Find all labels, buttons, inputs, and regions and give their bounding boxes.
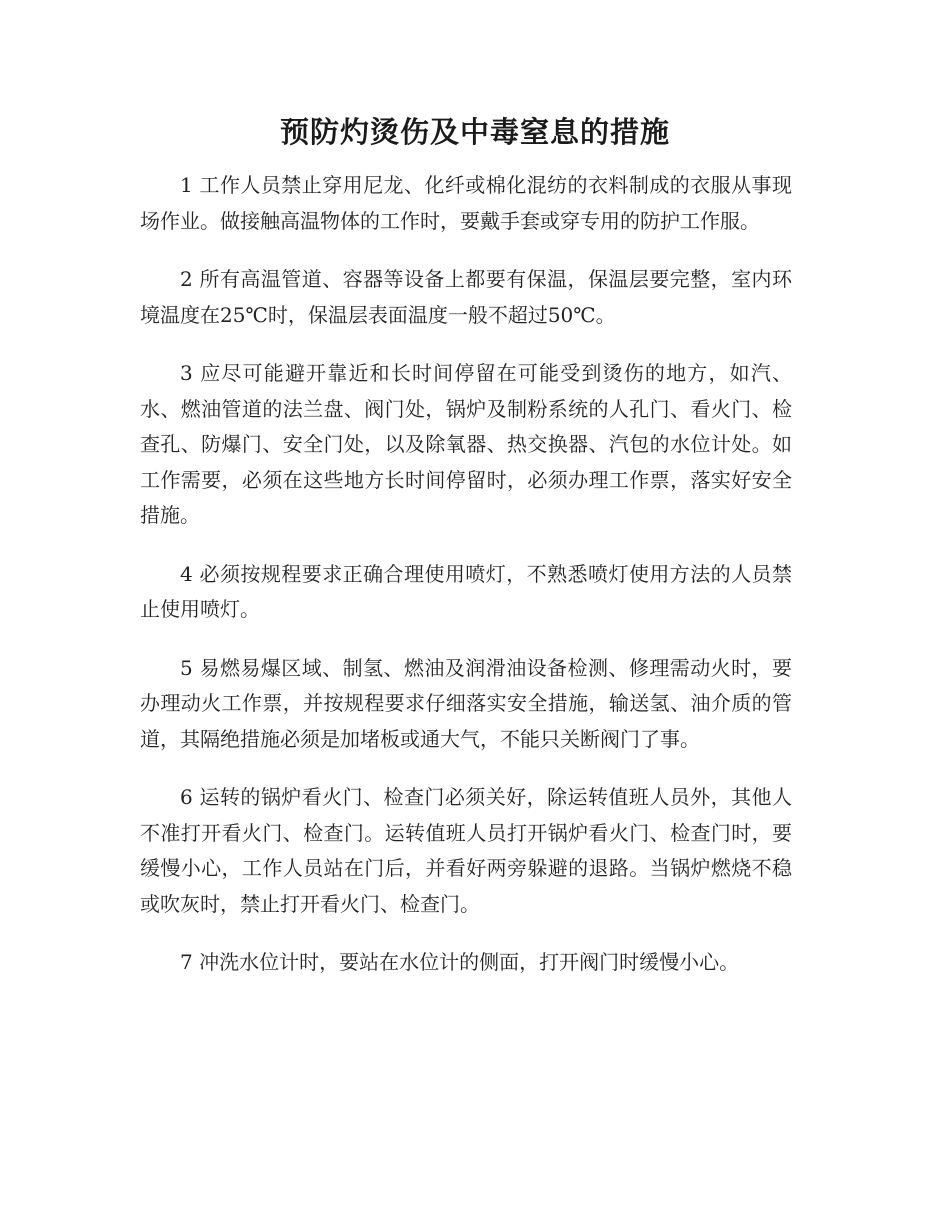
paragraph-1: 1 工作人员禁止穿用尼龙、化纤或棉化混纺的衣料制成的衣服从事现场作业。做接触高温物体的工作时，要戴手套或穿专用的防护工作服。 [140, 173, 792, 233]
paragraph-5: 5 易燃易爆区域、制氢、燃油及润滑油设备检测、修理需动火时，要办理动火工作票，并按规程要求仔细落实安全措施，输送氢、油介质的管道，其隔绝措施必须是加堵板或通大气，不能只关断阀门了事。 [140, 655, 792, 751]
paragraph-2: 2 所有高温管道、容器等设备上都要有保温，保温层要完整，室内环境温度在25℃时，保温层表面温度一般不超过50℃。 [140, 267, 792, 327]
paragraph-6: 6 运转的锅炉看火门、检查门必须关好，除运转值班人员外，其他人不准打开看火门、检查门。运转值班人员打开锅炉看火门、检查门时，要缓慢小心，工作人员站在门后，并看好两旁躲避的退路。当锅炉燃烧不稳或吹灰时，禁止打开看火门、检查门。 [140, 785, 792, 916]
document-body [140, 168, 792, 1004]
paragraph-7: 7 冲洗水位计时，要站在水位计的侧面，打开阀门时缓慢小心。 [180, 950, 740, 974]
document-title: 预防灼烫伤及中毒窒息的措施 [279, 115, 670, 149]
paragraph-3: 3 应尽可能避开靠近和长时间停留在可能受到烫伤的地方，如汽、水、燃油管道的法兰盘、阀门处，锅炉及制粉系统的人孔门、看火门、检查孔、防爆门、安全门处，以及除氧器、热交换器、汽包的水位计处。如工作需要，必须在这些地方长时间停留时，必须办理工作票，落实好安全措施。 [140, 361, 792, 527]
paragraph-4: 4 必须按规程要求正确合理使用喷灯，不熟悉喷灯使用方法的人员禁止使用喷灯。 [140, 561, 792, 621]
